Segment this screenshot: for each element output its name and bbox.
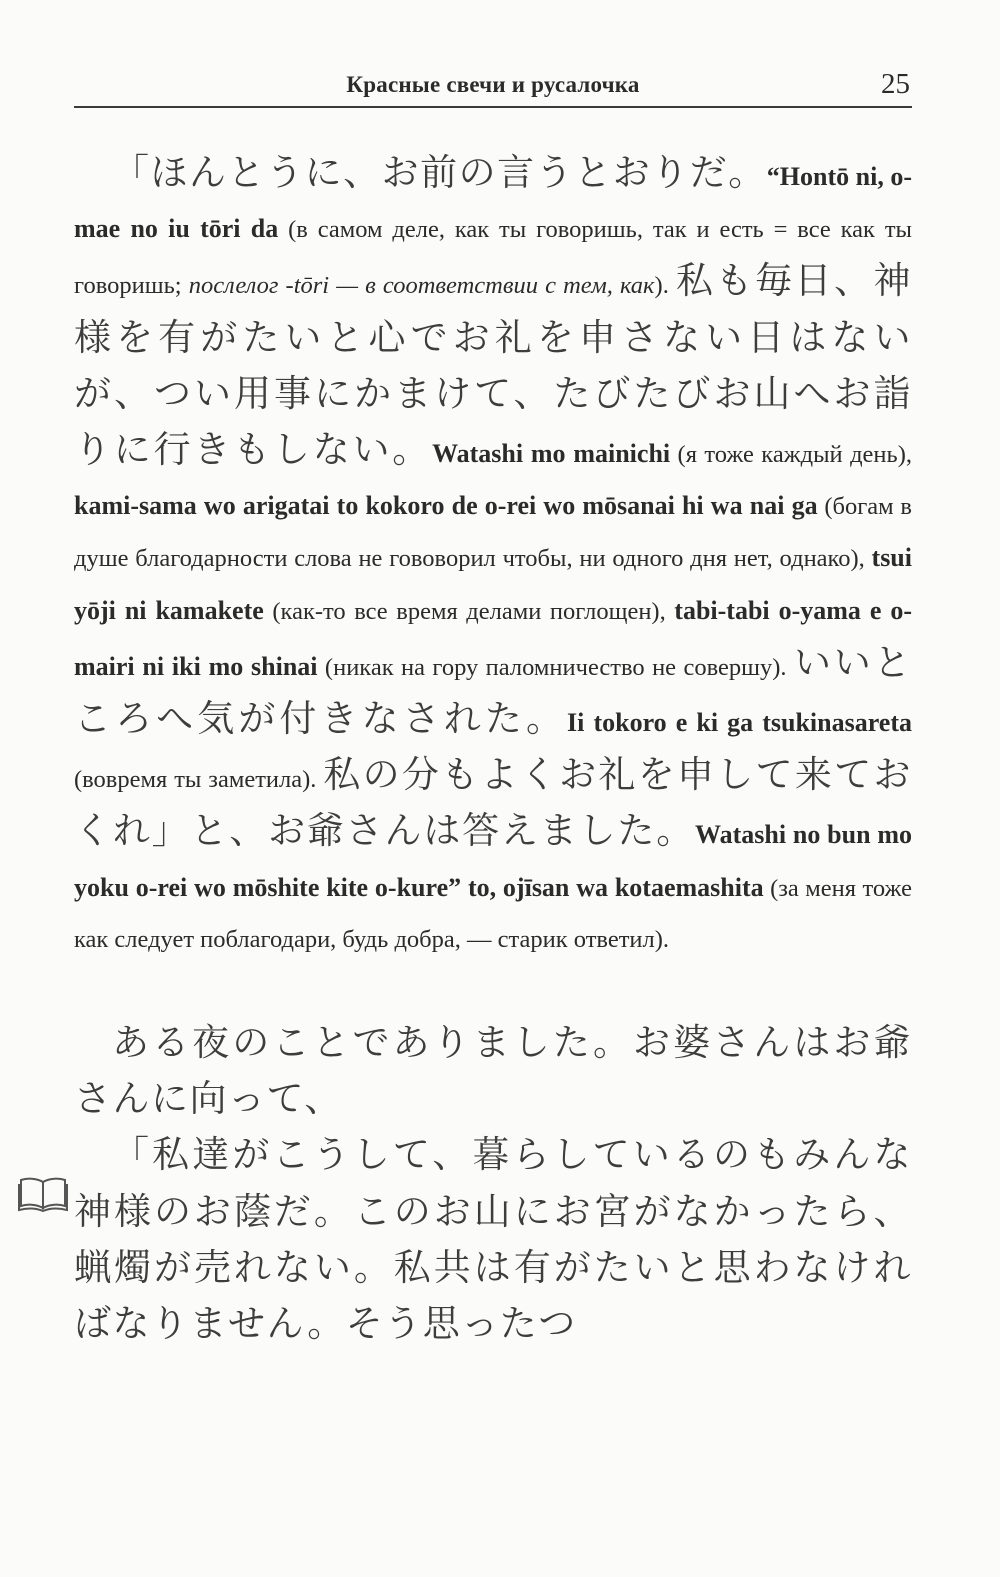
main-text [74, 147, 912, 1354]
paragraph-dialogue-2 [74, 1129, 912, 1354]
russian-gloss: (как-то все время делами поглощен), [263, 597, 675, 625]
romaji-text: tsui yōji ni kamakete [74, 543, 912, 625]
russian-gloss: (вовремя ты заметила). [74, 766, 324, 794]
russian-gloss: (в самом деле, как ты говоришь, так и есть = все как ты говоришь; [74, 216, 912, 300]
russian-gloss: (за меня тоже как следует поблагодари, будь добра, — старик ответил). [74, 874, 912, 953]
japanese-text: 「ほんとうに、お前の言うとおりだ。 [112, 151, 767, 194]
running-title: Красные свечи и русалочка [346, 72, 640, 97]
running-header [74, 62, 912, 108]
russian-gloss-italic: послелог -tōri — в соответствии с тем, как [188, 272, 655, 300]
japanese-text: いいところへ気が付きなされた。 [74, 640, 912, 741]
romaji-text: Watashi mo mainichi [432, 439, 671, 469]
russian-gloss: (я тоже каждый день), [670, 441, 912, 469]
romaji-text: Watashi no bun mo yoku o-rei wo mōshite kite o-kure” to, ojīsan wa kotaemashita [74, 820, 912, 902]
japanese-text: ある夜のことでありました。お婆さんはお爺さんに向って、 [74, 1021, 912, 1121]
japanese-text: 「私達がこうして、暮らしているのもみんな神様のお蔭だ。このお山にお宮がなかったら、蝋燭が売れない。私共は有がたいと思わなければなりません。そう思ったつ [74, 1133, 912, 1346]
russian-gloss: (богам в душе благодарности слова не гововорил чтобы, ни одного дня нет, однако), [74, 493, 913, 573]
romaji-text: “Hontō ni, o-mae no iu tōri da [74, 162, 912, 244]
japanese-text: 私の分もよくお礼を申して来ておくれ」と、お爺さんは答えました。 [74, 753, 912, 853]
romaji-text: tabi-tabi o-yama e o-mairi ni iki mo shinai [74, 595, 913, 681]
japanese-text: 私も毎日、神様を有がたいと心でお礼を申さない日はないが、つい用事にかまけて、たびたびお山へお詣りに行きもしない。 [74, 259, 913, 472]
romaji-text: kami-sama wo arigatai to kokoro de o-rei wo mōsanai hi wa nai ga [74, 491, 818, 521]
russian-gloss: (никак на гору паломничество не совершу). [317, 653, 794, 681]
open-book-icon [18, 1176, 68, 1212]
romaji-text: Ii tokoro e ki ga tsukinasareta [567, 708, 912, 738]
paragraph-dialogue-1 [74, 147, 912, 965]
page-number: 25 [881, 68, 910, 100]
russian-gloss: ). [654, 272, 676, 300]
paragraph-narration [74, 1017, 912, 1129]
